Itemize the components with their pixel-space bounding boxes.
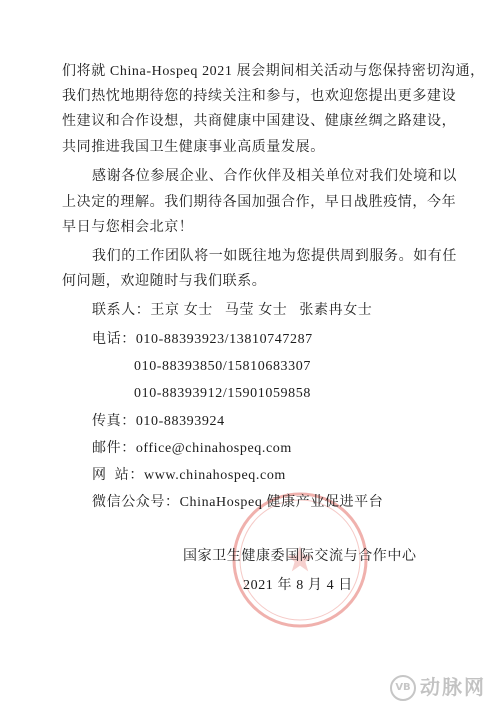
paragraph-1-line-4: 共同推进我国卫生健康事业高质量发展。 xyxy=(62,140,325,155)
signature-date: 2021 年 8 月 4 日 xyxy=(243,578,353,593)
phone-label: 电话： xyxy=(92,332,136,347)
paragraph-1-line-3: 性建议和合作设想，共商健康中国建设、健康丝绸之路建设， xyxy=(62,114,457,129)
wechat-row xyxy=(92,493,383,513)
contact-person: 王京 女士 xyxy=(150,303,213,318)
fax-number: 010-88393924 xyxy=(135,414,225,429)
watermark-logo-icon: VB xyxy=(390,675,416,701)
paragraph-2-line-2: 上决定的理解。我们期待各国加强合作，早日战胜疫情，今年 xyxy=(62,195,457,210)
paragraph-2-line-1: 感谢各位参展企业、合作伙伴及相关单位对我们处境和以 xyxy=(92,169,457,184)
website-row xyxy=(92,466,286,486)
website-url: www.chinahospeq.com xyxy=(144,468,286,483)
paragraph-1-line-1: 们将就 China-Hospeq 2021 展会期间相关活动与您保持密切沟通， xyxy=(62,64,485,79)
contact-person: 张素冉女士 xyxy=(299,303,373,318)
phone-row xyxy=(92,330,313,350)
email-address: office@chinahospeq.com xyxy=(135,441,292,456)
contact-people-row xyxy=(92,301,372,321)
email-row xyxy=(92,439,292,459)
wechat-label: 微信公众号： xyxy=(92,495,180,510)
phone-number: 010-88393912/15901059858 xyxy=(134,386,311,401)
fax-label: 传真： xyxy=(92,414,136,429)
phone-number: 010-88393923/13810747287 xyxy=(135,332,313,347)
phone-number: 010-88393850/15810683307 xyxy=(134,359,311,374)
paragraph-3-line-1: 我们的工作团队将一如既往地为您提供周到服务。如有任 xyxy=(92,249,457,264)
website-label: 网 站： xyxy=(92,468,144,483)
paragraph-1-line-2: 我们热忱地期待您的持续关注和参与，也欢迎您提出更多建设 xyxy=(62,89,457,104)
watermark-text: 动脉网 xyxy=(420,675,486,699)
email-label: 邮件： xyxy=(92,441,136,456)
signature-organization: 国家卫生健康委国际交流与合作中心 xyxy=(183,549,417,564)
fax-row xyxy=(92,412,225,432)
paragraph-2-line-3: 早日与您相会北京！ xyxy=(62,220,194,235)
paragraph-3-line-2: 何问题，欢迎随时与我们联系。 xyxy=(62,274,267,289)
contact-person: 马莹 女士 xyxy=(224,303,288,318)
wechat-account: ChinaHospeq 健康产业促进平台 xyxy=(179,495,384,510)
contact-people-label: 联系人： xyxy=(92,303,151,318)
